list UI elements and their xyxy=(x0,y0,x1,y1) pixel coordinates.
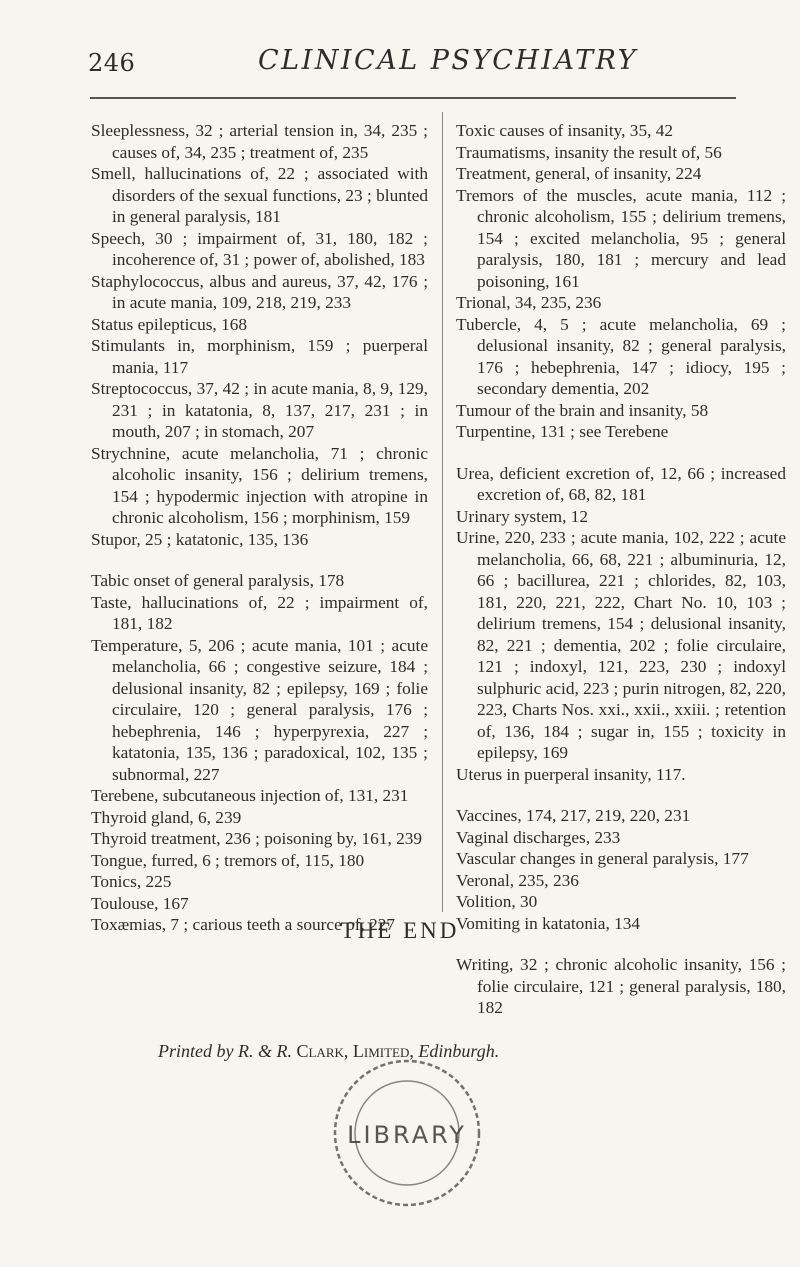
index-entry: Tremors of the muscles, acute mania, 112 ; chronic alcoholism, 155 ; delirium tremens, 154 ; excited melancholia, 95 ; general paralysis, 180, 181 ; mercury and lead poisoning, 161 xyxy=(456,185,786,291)
index-column-right xyxy=(456,120,786,1019)
printer-prefix: Printed by R. & R. xyxy=(158,1041,297,1061)
index-entry: Volition, 30 xyxy=(456,892,538,911)
index-entry: Sleeplessness, 32 ; arterial tension in, 34, 235 ; causes of, 34, 235 ; treatment of, 235 xyxy=(91,121,428,162)
index-entry: Vaginal discharges, 233 xyxy=(456,827,621,847)
index-entry: Writing, 32 ; chronic alcoholic insanity, 156 ; folie circulaire, 121 ; general paralysis, 180, 182 xyxy=(456,955,786,1017)
index-entry: Stupor, 25 ; katatonic, 135, 136 xyxy=(91,529,309,549)
index-entry: Uterus in puerperal insanity, 117. xyxy=(456,764,686,784)
index-entry: Stimulants in, morphinism, 159 ; puerperal mania, 117 xyxy=(91,336,428,377)
index-entry: Toxic causes of insanity, 35, 42 xyxy=(456,121,674,140)
index-entry: Smell, hallucinations of, 22 ; associated with disorders of the sexual functions, 23 ; blunted in general paralysis, 181 xyxy=(91,164,428,226)
index-entry: Thyroid treatment, 236 ; poisoning by, 161, 239 xyxy=(91,829,423,848)
letter-group-gap xyxy=(91,550,428,570)
index-entry: Speech, 30 ; impairment of, 31, 180, 182 ; incoherence of, 31 ; power of, abolished, 183 xyxy=(91,228,428,269)
library-stamp xyxy=(327,1053,487,1213)
index-entry: Turpentine, 131 ; see Terebene xyxy=(456,422,669,441)
the-end-heading: THE END xyxy=(340,918,460,943)
index-group-w xyxy=(456,954,786,1019)
index-group-v xyxy=(456,805,786,934)
printer-suffix: Edinburgh. xyxy=(413,1041,500,1061)
header-rule xyxy=(90,97,736,99)
index-group-t xyxy=(91,570,428,936)
index-entry: Strychnine, acute melancholia, 71 ; chronic alcoholic insanity, 156 ; delirium tremens, 154 ; hypodermic injection with atropine in chronic alcoholism, 156 ; morphinism, 159 xyxy=(91,443,428,527)
index-entry: Taste, hallucinations of, 22 ; impairment of, 181, 182 xyxy=(91,592,428,633)
letter-group-gap xyxy=(456,785,786,805)
index-entry: Tumour of the brain and insanity, 58 xyxy=(456,400,709,420)
index-entry: Staphylococcus, albus and aureus, 37, 42, 176 ; in acute mania, 109, 218, 219, 233 xyxy=(91,271,428,312)
column-divider xyxy=(442,112,443,912)
index-entry: Tonics, 225 xyxy=(91,872,172,891)
index-group-s xyxy=(91,120,428,550)
index-entry: Treatment, general, of insanity, 224 xyxy=(456,164,702,183)
index-column-left xyxy=(91,120,428,936)
index-entry: Tubercle, 4, 5 ; acute melancholia, 69 ; delusional insanity, 82 ; general paralysis, 176 ; hebephrenia, 147 ; idiocy, 195 ; secondary dementia, 202 xyxy=(456,314,786,398)
stamp-center-text: LIBRARY xyxy=(347,1121,467,1149)
index-entry: Vaccines, 174, 217, 219, 220, 231 xyxy=(456,806,691,825)
index-entry: Status epilepticus, 168 xyxy=(91,314,247,334)
index-entry: Temperature, 5, 206 ; acute mania, 101 ; acute melancholia, 66 ; congestive seizure, 184 ; delusional insanity, 82 ; epilepsy, 169 ; folie circulaire, 120 ; general paralysis, 176 ; hebephrenia, 146 ; hyperpyrexia, 227 ; katatonia, 135, 136 ; paradoxical, 102, 135 ; subnormal, 227 xyxy=(91,635,428,784)
running-title: CLINICAL PSYCHIATRY xyxy=(258,45,638,76)
index-entry: Urea, deficient excretion of, 12, 66 ; increased excretion of, 68, 82, 181 xyxy=(456,463,786,504)
page-header xyxy=(0,45,800,85)
index-entry: Toxæmias, 7 ; carious teeth a source of, 227 xyxy=(91,915,396,934)
index-entry: Terebene, subcutaneous injection of, 131, 231 xyxy=(91,786,409,805)
index-entry: Toulouse, 167 xyxy=(91,893,189,913)
index-entry: Vascular changes in general paralysis, 177 xyxy=(456,849,749,868)
index-entry: Urinary system, 12 xyxy=(456,506,588,526)
index-entry: Urine, 220, 233 ; acute mania, 102, 222 ; acute melancholia, 66, 68, 221 ; albuminuria, 12, 66 ; bacillurea, 221 ; chlorides, 82, 103, 181, 220, 221, 222, Chart No. 10, 103 ; delirium tremens, 154 ; delusional insanity, 82, 221 ; dementia, 202 ; folie circulaire, 121 ; indoxyl, 121, 223, 230 ; indoxyl sulphuric acid, 223 ; purin nitrogen, 82, 220, 223, Charts Nos. xxi., xxii., xxiii. ; retention of, 136, 184 ; sugar in, 155 ; toxicity in epilepsy, 169 xyxy=(456,528,786,762)
index-entry: Tabic onset of general paralysis, 178 xyxy=(91,571,345,590)
page-number: 246 xyxy=(88,49,136,77)
index-entry: Trional, 34, 235, 236 xyxy=(456,293,602,312)
index-entry: Streptococcus, 37, 42 ; in acute mania, 8, 9, 129, 231 ; in katatonia, 8, 137, 217, 231 ; in mouth, 207 ; in stomach, 207 xyxy=(91,379,428,441)
letter-group-gap xyxy=(456,443,786,463)
index-entry: Traumatisms, insanity the result of, 56 xyxy=(456,142,722,162)
index-entry: Vomiting in katatonia, 134 xyxy=(456,913,641,933)
index-entry: Thyroid gland, 6, 239 xyxy=(91,807,242,827)
printer-name: Clark, Limited, xyxy=(296,1041,414,1061)
index-entry: Tongue, furred, 6 ; tremors of, 115, 180 xyxy=(91,850,365,870)
index-entry: Veronal, 235, 236 xyxy=(456,870,579,890)
index-group-t-cont xyxy=(456,120,786,443)
index-group-u xyxy=(456,463,786,786)
